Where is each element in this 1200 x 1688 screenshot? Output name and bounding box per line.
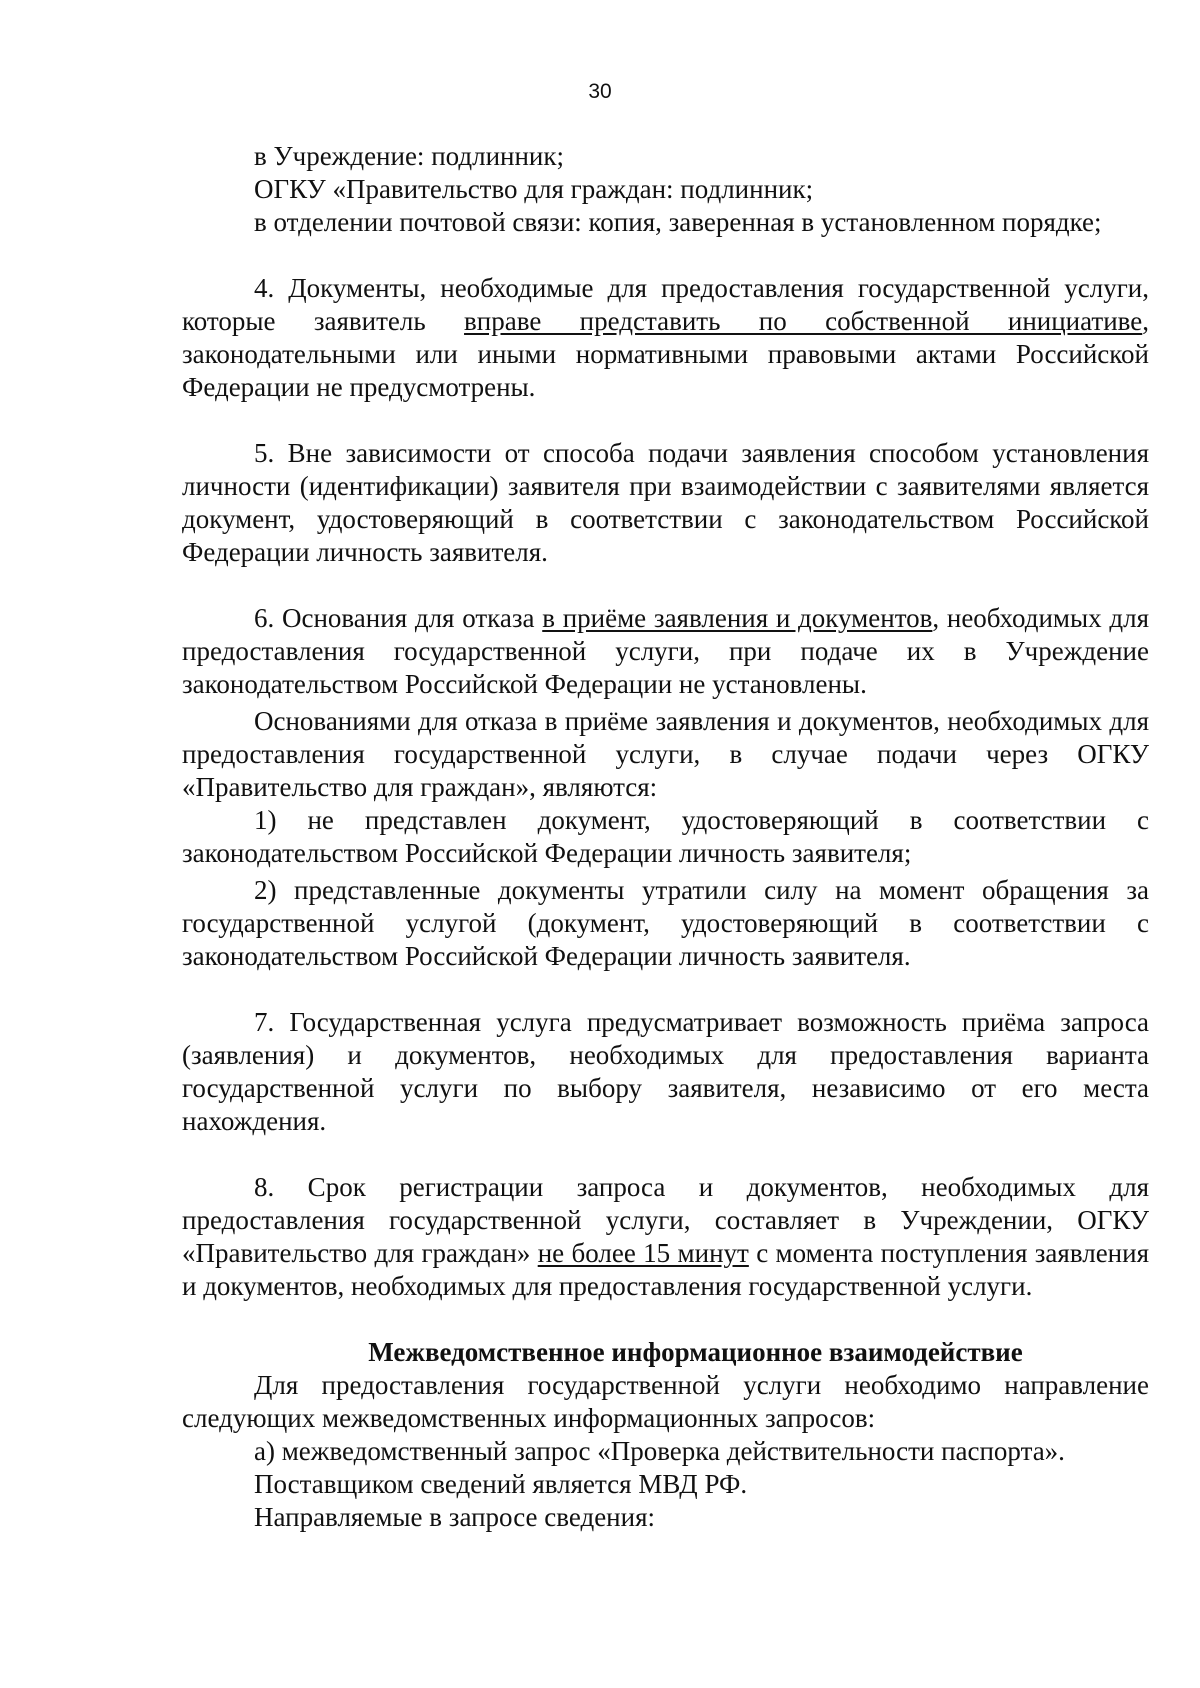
clause-6-text-end: , необходимых для предоставления государственной услуги, при подаче их в Учреждение законодательством Российской Федерации не установлены.: [182, 603, 1149, 699]
clause-6-text: 6. Основания для отказа: [254, 603, 543, 633]
page-number: 30: [588, 80, 612, 103]
clause-7: 7. Государственная услуга предусматривает возможность приёма запроса (заявления) и документов, необходимых для предоставления варианта государственной услуги по выбору заявителя, независимо от его места нахождения.: [182, 1007, 1149, 1136]
section-paragraph: а) межведомственный запрос «Проверка действительности паспорта».: [254, 1436, 1065, 1466]
clause-8-text: 8. Срок регистрации запроса и документов, необходимых для предоставления государственной услуги, составляет в Учреждении, ОГКУ «Правительство для граждан»: [182, 1172, 1149, 1268]
clause-8-text-end: с момента поступления заявления и документов, необходимых для предоставления государственной услуги.: [182, 1238, 1149, 1301]
clause-5: 5. Вне зависимости от способа подачи заявления способом установления личности (идентификации) заявителя при взаимодействии с заявителями является документ, удостоверяющий в соответствии с законодательством Российской Федерации личность заявителя.: [182, 438, 1149, 567]
document-body: [182, 140, 1149, 1534]
clause-4: [182, 272, 1149, 404]
clause-6-underlined: в приёме заявления и документов: [542, 603, 933, 633]
clause-6: [182, 602, 1149, 701]
clause-6-list-item-2: 2) представленные документы утратили силу на момент обращения за государственной услугой (документ, удостоверяющий в соответствии с законодательством Российской Федерации личность заявителя.: [182, 875, 1149, 971]
section-heading: Межведомственное информационное взаимодействие: [368, 1337, 1023, 1367]
clause-6-list-item-1: 1) не представлен документ, удостоверяющий в соответствии с законодательством Российской Федерации личность заявителя;: [182, 805, 1149, 868]
clause-6-paragraph: Основаниями для отказа в приёме заявления и документов, необходимых для предоставления государственной услуги, в случае подачи через ОГКУ «Правительство для граждан», являются:: [182, 706, 1149, 802]
clause-4-text-end: , законодательными или иными нормативными правовыми актами Российской Федерации не предусмотрены.: [182, 306, 1149, 402]
clause-8-underlined: не более 15 минут: [537, 1238, 749, 1268]
clause-4-text: 4. Документы, необходимые для предоставления государственной услуги, которые заявитель: [182, 273, 1149, 336]
section-paragraph: Для предоставления государственной услуги необходимо направление следующих межведомственных информационных запросов:: [182, 1370, 1149, 1433]
section-paragraph: Поставщиком сведений является МВД РФ.: [254, 1469, 748, 1499]
clause-8: [182, 1171, 1149, 1303]
recipient-line: в Учреждение: подлинник;: [254, 141, 564, 171]
section-paragraph: Направляемые в запросе сведения:: [254, 1502, 655, 1532]
clause-4-underlined: вправе представить по собственной инициативе: [464, 306, 1143, 336]
recipient-line: ОГКУ «Правительство для граждан: подлинник;: [254, 174, 814, 204]
recipient-line: в отделении почтовой связи: копия, заверенная в установленном порядке;: [254, 207, 1102, 237]
